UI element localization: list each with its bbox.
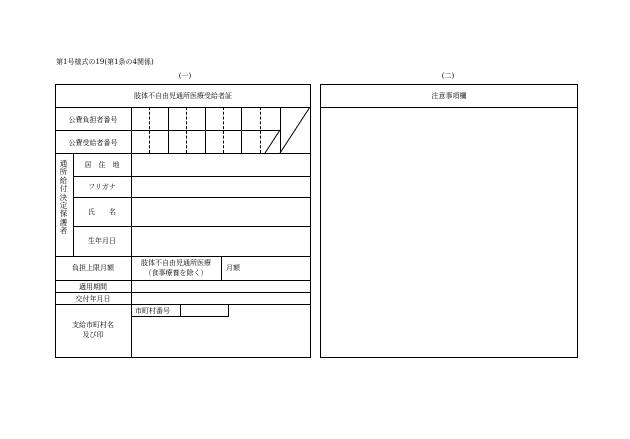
digit-divider <box>168 107 169 153</box>
unused-cells-strike <box>260 107 311 153</box>
rule-limit-divider <box>221 256 222 280</box>
rule-recipient <box>55 153 311 154</box>
label-municipality-line1: 支給市町村名 <box>72 321 114 329</box>
notes-title: 注意事項欄 <box>431 92 467 100</box>
municipality-number-divider <box>180 304 181 317</box>
digit-divider <box>149 107 150 153</box>
label-recipient-number: 公費受給者番号 <box>68 139 118 147</box>
section-label-one: (一) <box>178 72 192 80</box>
label-name: 氏 名 <box>88 208 116 216</box>
label-payer-number: 公費負担者番号 <box>68 116 118 124</box>
rule-period <box>55 292 311 293</box>
section-label-two: (二) <box>441 72 455 80</box>
rule-notes-title <box>320 107 578 108</box>
digit-divider <box>223 107 224 153</box>
limit-description-line1: 肢体不自由児通所医療 <box>141 259 211 267</box>
digit-divider <box>186 107 187 153</box>
rule-address <box>73 176 311 177</box>
notes-panel <box>320 84 578 358</box>
rule-guardian <box>55 256 311 257</box>
rule-label-column <box>131 107 132 358</box>
label-municipality-number: 市町村番号 <box>135 307 170 315</box>
label-furigana: フリガナ <box>88 183 116 191</box>
certificate-title: 肢体不自由児通所医療受給者証 <box>134 92 232 100</box>
digit-divider <box>241 107 242 153</box>
label-birthdate: 生年月日 <box>88 237 116 245</box>
limit-description-line2: （食事療養を除く） <box>144 269 208 277</box>
limit-unit: 月額 <box>226 264 240 272</box>
label-limit: 負担上限月額 <box>72 264 114 272</box>
label-issue-date: 交付年月日 <box>75 295 111 303</box>
form-number: 第1号様式の19(第1条の4関係) <box>56 58 154 66</box>
digit-divider <box>205 107 206 153</box>
label-municipality-line2: 及び印 <box>82 331 104 339</box>
label-address: 居 住 地 <box>84 161 120 169</box>
rule-limit <box>55 280 311 281</box>
rule-furigana <box>73 197 311 198</box>
rule-name <box>73 226 311 227</box>
label-guardian-group: 通所給付決定保護者 <box>59 159 68 236</box>
label-period: 適用期間 <box>79 283 107 291</box>
